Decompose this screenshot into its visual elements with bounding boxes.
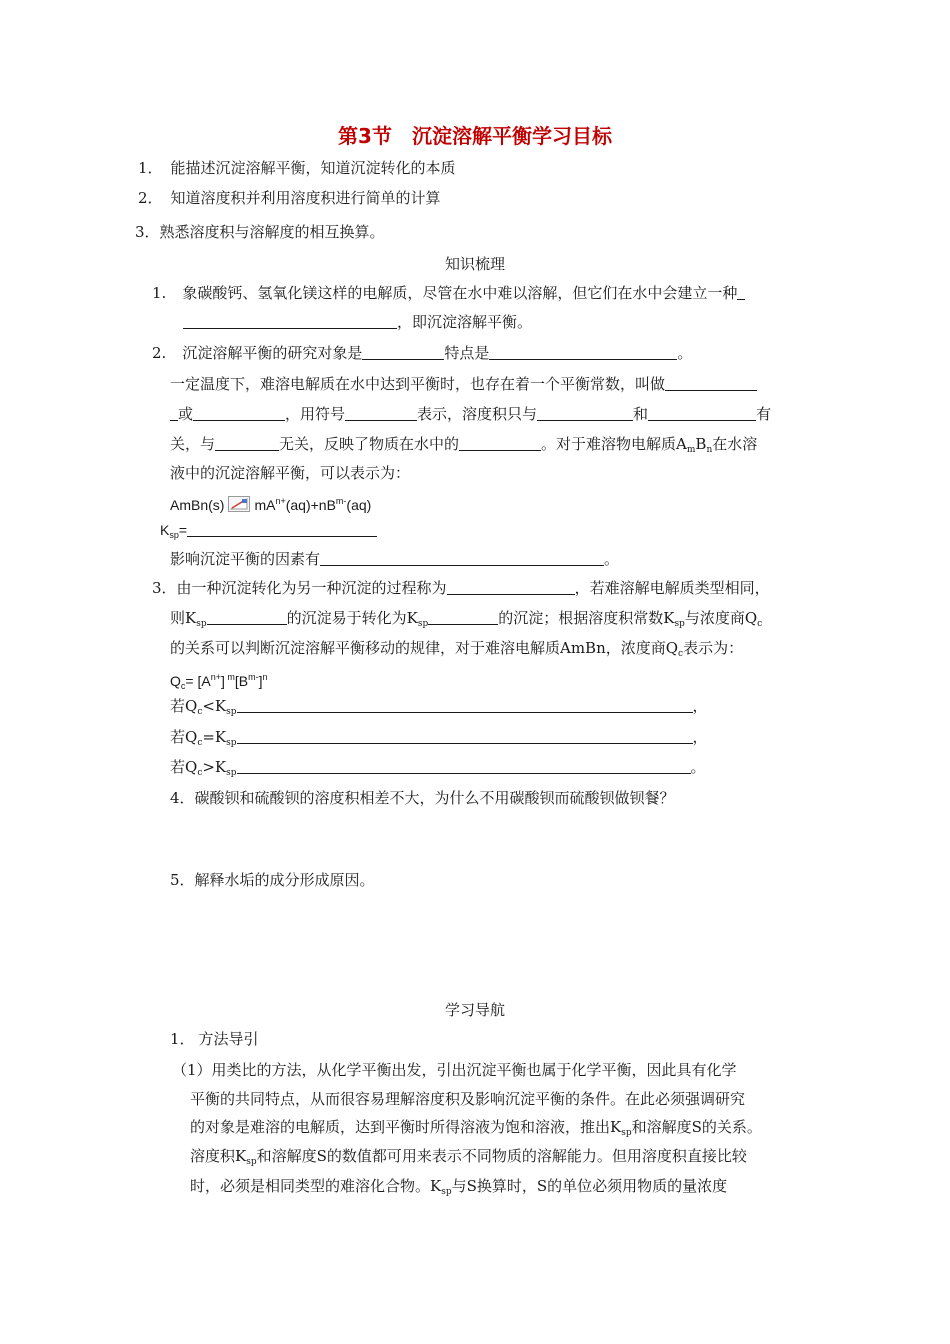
question-text: 的沉淀；根据溶度积常数K xyxy=(498,609,675,627)
paragraph-line-3 xyxy=(190,1117,762,1143)
equation-text: mA xyxy=(254,497,276,513)
nav-item-1 xyxy=(170,1029,259,1049)
condition-qc-lt-ksp xyxy=(170,696,708,722)
fill-blank[interactable] xyxy=(459,435,541,451)
question-2-para-line-2 xyxy=(170,404,771,424)
question-text: 。 xyxy=(604,550,620,568)
question-text: 则K xyxy=(170,609,197,627)
question-2-factors xyxy=(170,549,619,569)
equation-text: AmBn(s) xyxy=(170,497,225,513)
paragraph-line-4 xyxy=(190,1146,747,1172)
paragraph-line-2: 平衡的共同特点，从而很容易理解溶度积及影响沉淀平衡的条件。在此必须强调研究 xyxy=(190,1090,746,1108)
question-text: 表示为： xyxy=(683,639,744,657)
question-text: ， xyxy=(692,728,708,746)
subscript: c xyxy=(197,707,203,717)
fill-blank[interactable] xyxy=(362,344,444,360)
fill-blank[interactable] xyxy=(737,284,745,300)
question-text: 由一种沉淀转化为另一种沉淀的过程称为 xyxy=(176,579,447,597)
objective-3 xyxy=(135,222,385,242)
paragraph-line-5 xyxy=(190,1176,727,1202)
subscript: sp xyxy=(674,619,685,629)
question-1-line-1 xyxy=(152,283,745,303)
equation-text: K xyxy=(160,522,170,538)
objective-number: 2． xyxy=(138,189,163,207)
fill-blank[interactable] xyxy=(207,609,287,625)
fill-blank[interactable] xyxy=(665,375,757,391)
subscript: sp xyxy=(169,530,179,540)
question-text: 和 xyxy=(633,405,649,423)
question-text: 一定温度下，难溶电解质在水中达到平衡时，也存在着一个平衡常数，叫做 xyxy=(170,375,666,393)
superscript: m- xyxy=(335,496,347,506)
question-2-para-line-4: 液中的沉淀溶解平衡，可以表示为： xyxy=(170,464,411,482)
fill-blank[interactable] xyxy=(320,550,604,566)
question-text: 。 xyxy=(690,758,706,776)
question-text: 的沉淀易于转化为K xyxy=(286,609,418,627)
paragraph-text: 溶度积K xyxy=(190,1147,247,1165)
equation-text: Q xyxy=(170,673,181,689)
superscript: n xyxy=(262,672,268,682)
question-text: 沉淀溶解平衡的研究对象是 xyxy=(182,344,363,362)
superscript: n+ xyxy=(275,496,286,506)
question-2-para-line-1 xyxy=(170,374,757,394)
subscript: sp xyxy=(196,619,207,629)
equation-text: [B xyxy=(234,673,249,689)
paragraph-text: 和溶解度S的关系。 xyxy=(631,1118,762,1136)
subscript: c xyxy=(180,681,186,691)
question-text: 若Q xyxy=(170,758,198,776)
question-text: ，若难溶解电解质类型相同， xyxy=(574,579,770,597)
section-heading-navigation: 学习导航 xyxy=(444,1001,505,1019)
superscript: n+ xyxy=(210,672,221,682)
page-title: 第3节 沉淀溶解平衡学习目标 xyxy=(338,124,612,148)
ksp-expression xyxy=(160,520,377,545)
fill-blank[interactable] xyxy=(170,405,178,421)
question-text: 在水溶 xyxy=(712,435,758,453)
question-text: =K xyxy=(202,728,227,746)
fill-blank[interactable] xyxy=(187,521,377,537)
fill-blank[interactable] xyxy=(428,609,498,625)
fill-blank[interactable] xyxy=(345,405,417,421)
paragraph-text: 与S换算时，S的单位必须用物质的量浓度 xyxy=(451,1177,728,1195)
fill-blank[interactable] xyxy=(237,728,693,744)
question-text: >K xyxy=(202,758,227,776)
question-2-line-1 xyxy=(152,343,692,363)
equation-text: (aq) xyxy=(346,497,372,513)
equilibrium-arrow-icon xyxy=(228,496,250,512)
fill-blank[interactable] xyxy=(489,344,677,360)
question-number: 5． xyxy=(170,871,195,889)
objective-number: 3． xyxy=(135,223,160,241)
subscript: c xyxy=(757,619,763,629)
superscript: m- xyxy=(248,672,259,682)
question-text: 关，与 xyxy=(170,435,216,453)
objective-text: 知道溶度积并利用溶度积进行简单的计算 xyxy=(170,189,441,207)
question-number: 3． xyxy=(152,579,177,597)
question-number: 4． xyxy=(170,789,195,807)
subscript: sp xyxy=(226,707,237,717)
objective-number: 1． xyxy=(138,159,163,177)
equation-text: = xyxy=(178,522,188,538)
fill-blank[interactable] xyxy=(237,697,693,713)
objective-2 xyxy=(138,188,441,208)
subscript: sp xyxy=(441,1187,452,1197)
fill-blank[interactable] xyxy=(193,405,285,421)
fill-blank[interactable] xyxy=(215,435,279,451)
subscript: sp xyxy=(621,1128,632,1138)
subscript: m xyxy=(686,445,696,455)
paragraph-text: 的对象是难溶的电解质，达到平衡时所得溶液为饱和溶液，推出K xyxy=(190,1118,622,1136)
superscript: m xyxy=(224,672,235,682)
paragraph-text: 时，必须是相同类型的难溶化合物。K xyxy=(190,1177,442,1195)
paragraph-text: 和溶解度S的数值都可用来表示不同物质的溶解能力。但用溶度积直接比较 xyxy=(256,1147,747,1165)
objective-text: 能描述沉淀溶解平衡，知道沉淀转化的本质 xyxy=(170,159,456,177)
objective-1 xyxy=(138,158,456,178)
objective-text: 熟悉溶度积与溶解度的相互换算。 xyxy=(159,223,385,241)
subscript: n xyxy=(706,445,713,455)
subscript: c xyxy=(678,649,684,659)
equation-text: = [A xyxy=(185,673,211,689)
question-3-line-2 xyxy=(170,608,762,634)
list-text: 方法导引 xyxy=(198,1030,259,1048)
fill-blank[interactable] xyxy=(537,405,633,421)
question-text: 。对于难溶物电解质A xyxy=(541,435,687,453)
question-text: <K xyxy=(202,697,227,715)
question-text: 。 xyxy=(677,344,693,362)
equation-text: ] xyxy=(220,673,225,689)
question-text: 表示，溶度积只与 xyxy=(417,405,538,423)
question-3-line-1 xyxy=(152,578,770,598)
fill-blank[interactable] xyxy=(237,758,691,774)
condition-qc-gt-ksp xyxy=(170,757,706,783)
question-text: ，用符号 xyxy=(285,405,346,423)
subscript: c xyxy=(197,738,203,748)
question-5 xyxy=(170,870,375,890)
subscript: sp xyxy=(226,768,237,778)
question-1-line-2 xyxy=(183,312,532,332)
equation-text: ] xyxy=(258,673,263,689)
question-text: ，即沉淀溶解平衡。 xyxy=(397,313,533,331)
subscript: sp xyxy=(246,1157,257,1167)
question-text: 象碳酸钙、氢氧化镁这样的电解质，尽管在水中难以溶解，但它们在水中会建立一种 xyxy=(182,284,738,302)
question-text: ， xyxy=(692,697,708,715)
question-text: 影响沉淀平衡的因素有 xyxy=(170,550,321,568)
question-text: 若Q xyxy=(170,728,198,746)
list-number: 1． xyxy=(170,1030,195,1048)
subscript: c xyxy=(197,768,203,778)
question-number: 1. xyxy=(152,284,167,302)
question-text: 有 xyxy=(756,405,772,423)
paragraph-line-1: （1）用类比的方法，从化学平衡出发，引出沉淀平衡也属于化学平衡，因此具有化学 xyxy=(172,1061,737,1079)
question-text: 或 xyxy=(178,405,194,423)
fill-blank[interactable] xyxy=(447,579,575,595)
question-text: 若Q xyxy=(170,697,198,715)
question-4 xyxy=(170,788,675,808)
section-heading-knowledge: 知识梳理 xyxy=(444,255,505,273)
question-number: 2. xyxy=(152,344,167,362)
equilibrium-equation xyxy=(170,491,371,515)
qc-expression xyxy=(170,667,267,696)
subscript: sp xyxy=(417,619,429,629)
fill-blank[interactable] xyxy=(648,405,756,421)
condition-qc-eq-ksp xyxy=(170,727,708,753)
equation-text: (aq)+nB xyxy=(285,497,336,513)
question-text: 的关系可以判断沉淀溶解平衡移动的规律，对于难溶电解质AmBn，浓度商Q xyxy=(170,639,679,657)
subscript: sp xyxy=(226,738,237,748)
question-text: 特点是 xyxy=(444,344,490,362)
question-text: 解释水垢的成分形成原因。 xyxy=(194,871,375,889)
fill-blank[interactable] xyxy=(183,313,397,329)
question-3-line-3 xyxy=(170,638,743,664)
question-text: B xyxy=(695,435,707,453)
question-text: 碳酸钡和硫酸钡的溶度积相差不大，为什么不用碳酸钡而硫酸钡做钡餐？ xyxy=(194,789,675,807)
question-2-para-line-3 xyxy=(170,434,757,460)
question-text: 无关，反映了物质在水中的 xyxy=(279,435,460,453)
question-text: 与浓度商Q xyxy=(684,609,758,627)
